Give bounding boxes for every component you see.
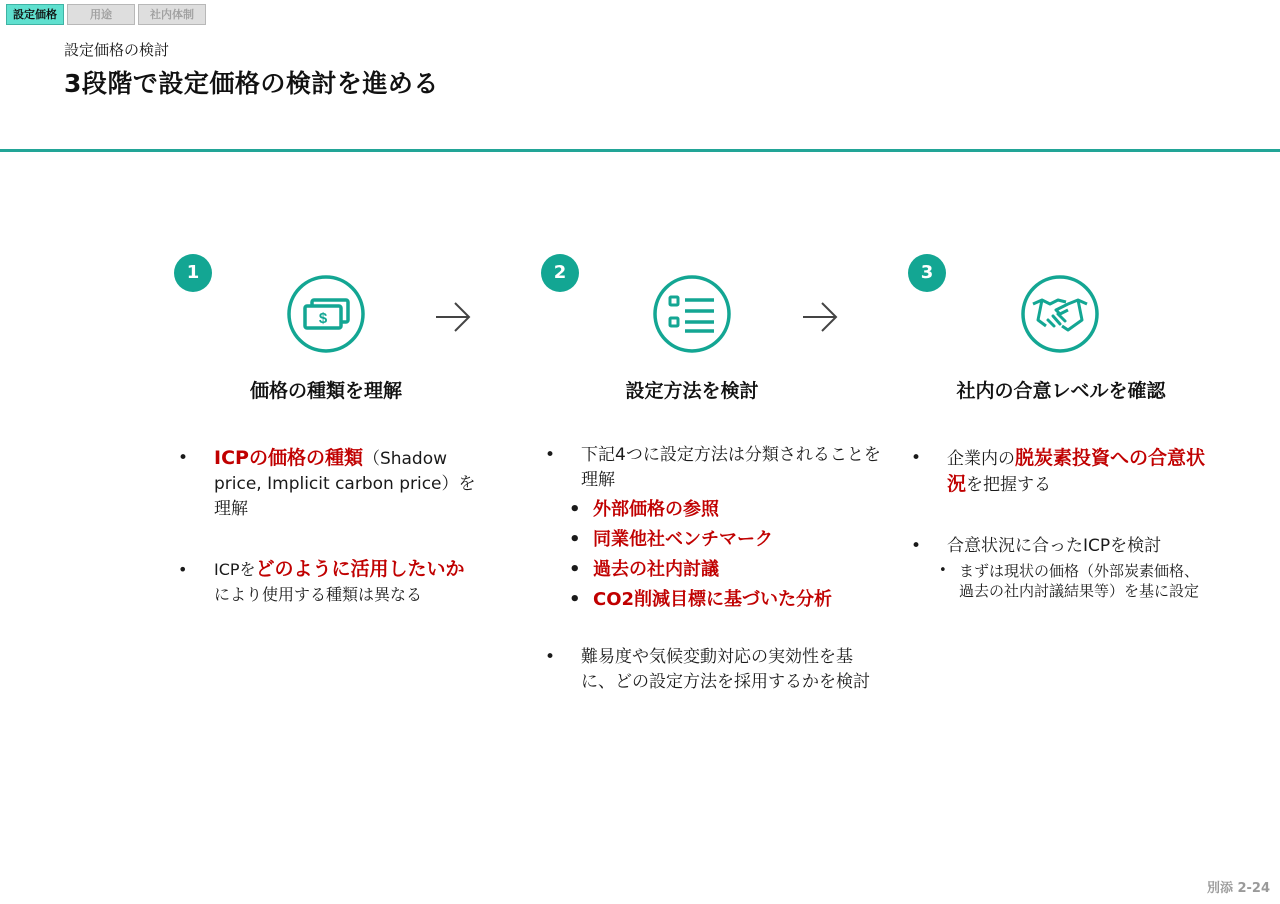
bullet-text: 合意状況に合ったICPを検討 xyxy=(947,536,1162,556)
arrow-right-icon xyxy=(800,300,840,334)
money-icon xyxy=(286,274,366,354)
bullet-text: （Shadow price, Implicit carbon price）を理解 xyxy=(214,449,476,519)
emphasis-text: どのように活用したいか xyxy=(255,558,465,580)
bullet-text: 下記4つに設定方法は分類されることを理解 xyxy=(581,445,881,490)
list-item xyxy=(545,443,885,493)
emphasis-text: ICPの価格の種類 xyxy=(214,447,363,469)
bullet-text: 企業内の xyxy=(947,449,1015,469)
tab-internal-structure[interactable]: 社内体制 xyxy=(138,4,206,25)
sub-list-item xyxy=(935,561,1211,601)
step-3-bullets xyxy=(911,446,1211,601)
bullet-text: まずは現状の価格（外部炭素価格、過去の社内討議結果等）を基に設定 xyxy=(959,562,1200,600)
step-1-heading: 価格の種類を理解 xyxy=(249,380,402,402)
bullet-text: ICPを xyxy=(214,560,256,579)
list-item xyxy=(178,557,478,607)
list-item xyxy=(911,534,1211,559)
page-number: 別添 2-24 xyxy=(1206,881,1270,896)
page-title: 3段階で設定価格の検討を進める xyxy=(64,69,439,98)
handshake-icon xyxy=(1020,274,1100,354)
step-3-badge: 3 xyxy=(908,254,946,292)
header-divider xyxy=(0,149,1280,152)
step-1-bullets xyxy=(178,446,478,607)
list-item xyxy=(911,446,1211,498)
step-2-heading: 設定方法を検討 xyxy=(625,380,759,402)
step-1-badge: 1 xyxy=(174,254,212,292)
bullet-text: 難易度や気候変動対応の実効性を基に、どの設定方法を採用するかを検討 xyxy=(581,647,870,692)
method-item: • CO2削減目標に基づいた分析 xyxy=(569,585,885,615)
arrow-right-icon xyxy=(433,300,473,334)
bullet-text: により使用する種類は異なる xyxy=(214,585,423,604)
list-item xyxy=(545,645,885,695)
emphasis-text: 脱炭素投資への合意状況 xyxy=(947,447,1206,495)
tab-usage[interactable]: 用途 xyxy=(67,4,135,25)
checklist-icon xyxy=(652,274,732,354)
section-tabs xyxy=(6,4,206,25)
page-subtitle: 設定価格の検討 xyxy=(64,41,170,59)
method-item: • 外部価格の参照 xyxy=(569,495,885,525)
step-2-badge: 2 xyxy=(541,254,579,292)
step-2-bullets xyxy=(545,443,885,695)
method-item: • 過去の社内討議 xyxy=(569,555,885,585)
tab-setting-price[interactable]: 設定価格 xyxy=(6,4,64,25)
list-item xyxy=(178,446,478,522)
method-list xyxy=(545,495,885,615)
svg-text:$: $ xyxy=(318,310,328,327)
step-3-heading: 社内の合意レベルを確認 xyxy=(956,380,1166,402)
method-item: • 同業他社ベンチマーク xyxy=(569,525,885,555)
bullet-text: を把握する xyxy=(966,475,1052,495)
